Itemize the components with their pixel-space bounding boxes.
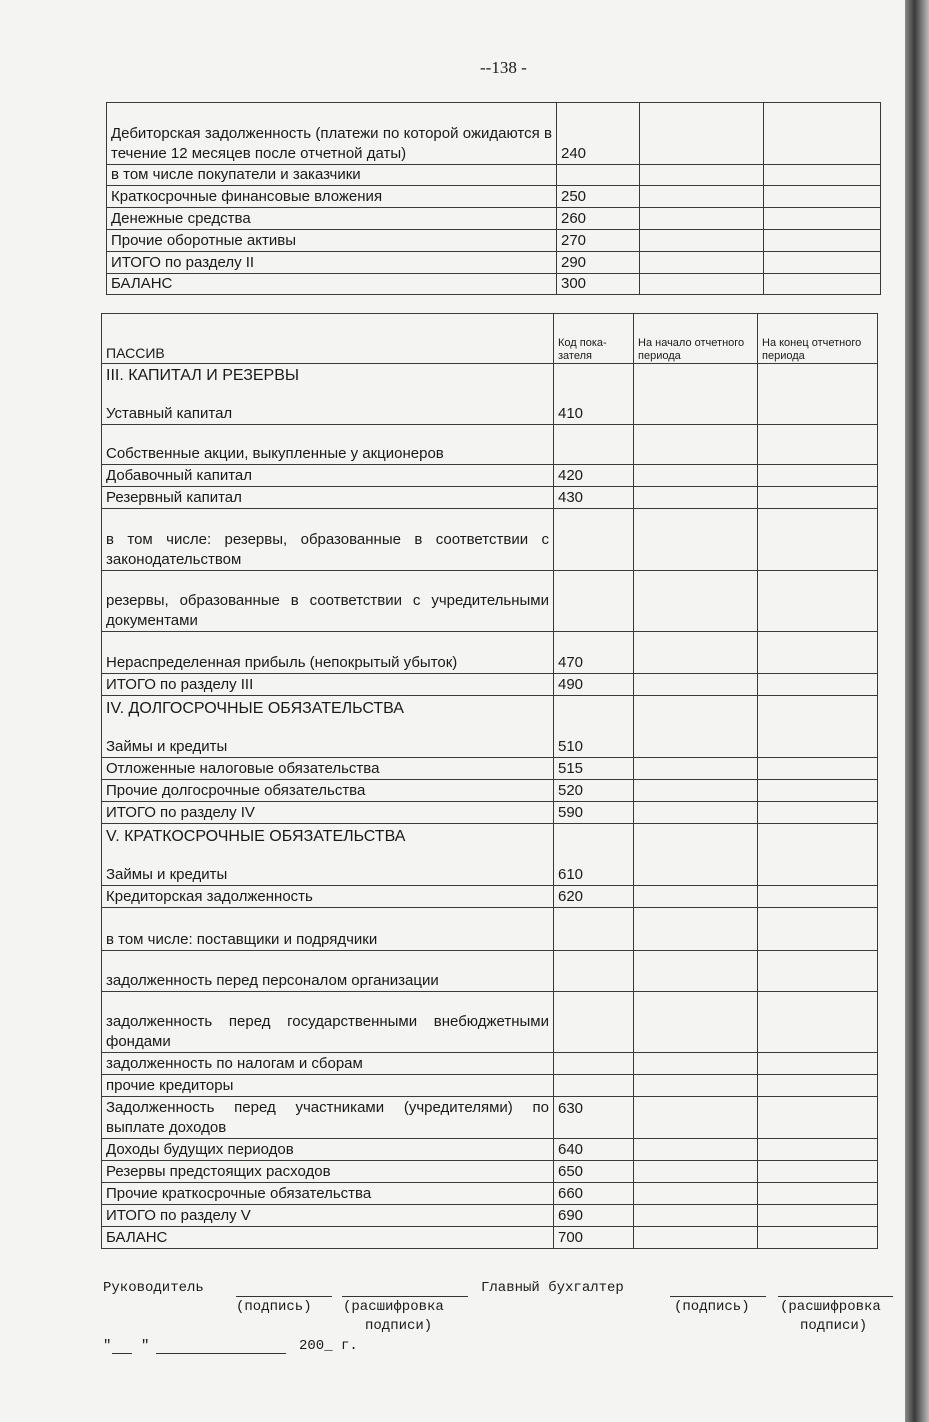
row-name: Уставный капитал (106, 405, 233, 422)
table-row (102, 1097, 878, 1139)
value-cell (764, 103, 881, 165)
value-cell (640, 274, 764, 295)
table-row (102, 1161, 878, 1183)
signature-line (236, 1296, 332, 1297)
value-cell (634, 951, 758, 992)
table-row (102, 425, 878, 465)
header-passive: ПАССИВ (102, 314, 554, 364)
table-row (102, 992, 878, 1053)
row-code: 420 (554, 465, 634, 487)
table-row (102, 571, 878, 632)
row-name: Прочие долгосрочные обязательства (102, 780, 554, 802)
row-name: ИТОГО по разделу II (107, 252, 557, 274)
row-code: 660 (554, 1183, 634, 1205)
row-code: 620 (554, 886, 634, 908)
value-cell (758, 674, 878, 696)
row-code: 240 (557, 103, 640, 165)
section-title: V. КРАТКОСРОЧНЫЕ ОБЯЗАТЕЛЬСТВА (106, 828, 406, 845)
assets-table (106, 102, 881, 295)
liabilities-table (101, 313, 878, 1249)
value-cell (758, 364, 878, 425)
date-quote-open: " (103, 1338, 112, 1354)
decode-caption-2: подписи) (365, 1318, 433, 1334)
value-cell (758, 425, 878, 465)
row-name: Резервы предстоящих расходов (102, 1161, 554, 1183)
table-row (102, 758, 878, 780)
table-row (102, 674, 878, 696)
value-cell (758, 465, 878, 487)
decode-caption: (расшифровка (343, 1299, 444, 1315)
table-row (102, 1227, 878, 1249)
value-cell (634, 758, 758, 780)
value-cell (764, 252, 881, 274)
value-cell (758, 1139, 878, 1161)
table-row (107, 208, 881, 230)
row-code: 610 (554, 824, 634, 886)
row-name: Краткосрочные финансовые вложения (107, 186, 557, 208)
row-code: 290 (557, 252, 640, 274)
value-cell (764, 208, 881, 230)
value-cell (640, 252, 764, 274)
row-name: Денежные средства (107, 208, 557, 230)
row-name: задолженность перед персоналом организации (102, 951, 554, 992)
table-row (102, 487, 878, 509)
row-code: 590 (554, 802, 634, 824)
table-row (102, 951, 878, 992)
chief-accountant-label: Главный бухгалтер (481, 1280, 624, 1296)
row-code: 640 (554, 1139, 634, 1161)
value-cell (758, 1161, 878, 1183)
decode-caption-2: подписи) (800, 1318, 868, 1334)
row-name: ИТОГО по разделу III (102, 674, 554, 696)
value-cell (634, 696, 758, 758)
row-name: Кредиторская задолженность (102, 886, 554, 908)
row-code: 490 (554, 674, 634, 696)
row-name: БАЛАНС (102, 1227, 554, 1249)
row-name: Дебиторская задолженность (платежи по которой ожидаются в течение 12 месяцев после отчетной даты) (107, 103, 557, 165)
value-cell (764, 230, 881, 252)
row-name: Прочие оборотные активы (107, 230, 557, 252)
month-line (156, 1353, 286, 1354)
row-code (554, 1075, 634, 1097)
row-name: Прочие краткосрочные обязательства (102, 1183, 554, 1205)
row-code (554, 908, 634, 951)
value-cell (640, 230, 764, 252)
row-code: 700 (554, 1227, 634, 1249)
row-name: Займы и кредиты (106, 866, 228, 883)
table-row (107, 230, 881, 252)
signature-caption: (подпись) (236, 1299, 312, 1315)
table-row (102, 696, 878, 758)
year-text: 200_ г. (299, 1338, 358, 1354)
table-row (107, 165, 881, 186)
value-cell (758, 802, 878, 824)
table-row (102, 1075, 878, 1097)
row-code: 520 (554, 780, 634, 802)
header-start-period: На начало отчетного периода (634, 314, 758, 364)
decode-caption-clip (780, 1299, 893, 1315)
value-cell (764, 165, 881, 186)
row-name: Займы и кредиты (106, 738, 228, 755)
table-row (107, 103, 881, 165)
value-cell (758, 1183, 878, 1205)
value-cell (758, 509, 878, 571)
value-cell (758, 571, 878, 632)
value-cell (640, 103, 764, 165)
row-name: Нераспределенная прибыль (непокрытый убыток) (102, 632, 554, 674)
table-row (107, 274, 881, 295)
day-line (112, 1353, 132, 1354)
row-name: БАЛАНС (107, 274, 557, 295)
row-code (554, 425, 634, 465)
table-row (102, 632, 878, 674)
value-cell (758, 632, 878, 674)
table-row (102, 465, 878, 487)
head-label: Руководитель (103, 1280, 204, 1296)
row-name: прочие кредиторы (102, 1075, 554, 1097)
value-cell (634, 364, 758, 425)
table-row (102, 1205, 878, 1227)
value-cell (634, 824, 758, 886)
row-code: 410 (554, 364, 634, 425)
row-name: Задолженность перед участниками (учредителями) по выплате доходов (102, 1097, 554, 1139)
decode-line (778, 1296, 893, 1297)
book-binding-shadow (905, 0, 929, 1422)
row-name: Доходы будущих периодов (102, 1139, 554, 1161)
row-name: Добавочный капитал (102, 465, 554, 487)
section-title: III. КАПИТАЛ И РЕЗЕРВЫ (106, 367, 300, 384)
row-code (554, 951, 634, 992)
row-code: 430 (554, 487, 634, 509)
value-cell (758, 992, 878, 1053)
value-cell (758, 824, 878, 886)
table-row (102, 1183, 878, 1205)
signature-caption: (подпись) (674, 1299, 750, 1315)
value-cell (640, 208, 764, 230)
row-code (554, 571, 634, 632)
value-cell (640, 186, 764, 208)
row-name: в том числе покупатели и заказчики (107, 165, 557, 186)
value-cell (764, 186, 881, 208)
page-number: --138 - (480, 58, 527, 77)
value-cell (634, 992, 758, 1053)
value-cell (634, 509, 758, 571)
value-cell (634, 1183, 758, 1205)
table-row (107, 186, 881, 208)
table-row (102, 1053, 878, 1075)
value-cell (758, 886, 878, 908)
row-code: 300 (557, 274, 640, 295)
row-name: задолженность перед государственными внебюджетными фондами (102, 992, 554, 1053)
row-name: ИТОГО по разделу V (102, 1205, 554, 1227)
value-cell (758, 1053, 878, 1075)
value-cell (634, 802, 758, 824)
table-row (102, 886, 878, 908)
value-cell (758, 1205, 878, 1227)
value-cell (640, 165, 764, 186)
row-code: 515 (554, 758, 634, 780)
value-cell (634, 487, 758, 509)
table-row (102, 908, 878, 951)
row-code: 470 (554, 632, 634, 674)
row-code: 650 (554, 1161, 634, 1183)
value-cell (634, 1227, 758, 1249)
table-row (102, 509, 878, 571)
section-title: IV. ДОЛГОСРОЧНЫЕ ОБЯЗАТЕЛЬСТВА (106, 700, 404, 717)
value-cell (634, 632, 758, 674)
value-cell (634, 1075, 758, 1097)
row-code: 690 (554, 1205, 634, 1227)
row-code: 260 (557, 208, 640, 230)
value-cell (758, 908, 878, 951)
value-cell (758, 696, 878, 758)
row-name: Собственные акции, выкупленные у акционеров (102, 425, 554, 465)
row-name: в том числе: резервы, образованные в соответствии с законодательством (102, 509, 554, 571)
date-quote-close: " (141, 1338, 150, 1354)
value-cell (758, 1075, 878, 1097)
value-cell (634, 780, 758, 802)
value-cell (634, 908, 758, 951)
row-name: задолженность по налогам и сборам (102, 1053, 554, 1075)
value-cell (634, 1161, 758, 1183)
value-cell (758, 951, 878, 992)
header-code: Код пока-зателя (554, 314, 634, 364)
table-row (107, 252, 881, 274)
value-cell (634, 571, 758, 632)
decode-line (342, 1296, 468, 1297)
value-cell (758, 487, 878, 509)
table-row (102, 780, 878, 802)
value-cell (758, 1097, 878, 1139)
value-cell (758, 1227, 878, 1249)
value-cell (634, 886, 758, 908)
row-code (554, 992, 634, 1053)
value-cell (634, 425, 758, 465)
decode-caption: (расшифровка (780, 1299, 881, 1315)
row-code (554, 509, 634, 571)
header-end-period: На конец отчетного периода (758, 314, 878, 364)
value-cell (634, 1097, 758, 1139)
table-row (102, 364, 878, 425)
value-cell (634, 674, 758, 696)
row-code: 510 (554, 696, 634, 758)
value-cell (758, 758, 878, 780)
value-cell (634, 1139, 758, 1161)
row-name: резервы, образованные в соответствии с учредительными документами (102, 571, 554, 632)
row-code: 250 (557, 186, 640, 208)
row-name: Резервный капитал (102, 487, 554, 509)
row-code: 270 (557, 230, 640, 252)
table-header-row (102, 314, 878, 364)
value-cell (634, 1205, 758, 1227)
row-name: Отложенные налоговые обязательства (102, 758, 554, 780)
row-name: в том числе: поставщики и подрядчики (102, 908, 554, 951)
table-row (102, 802, 878, 824)
table-row (102, 824, 878, 886)
row-code (554, 1053, 634, 1075)
value-cell (758, 780, 878, 802)
value-cell (634, 1053, 758, 1075)
table-row (102, 1139, 878, 1161)
row-code (557, 165, 640, 186)
signature-line (670, 1296, 766, 1297)
row-code: 630 (554, 1097, 634, 1139)
row-name: ИТОГО по разделу IV (102, 802, 554, 824)
value-cell (634, 465, 758, 487)
value-cell (764, 274, 881, 295)
